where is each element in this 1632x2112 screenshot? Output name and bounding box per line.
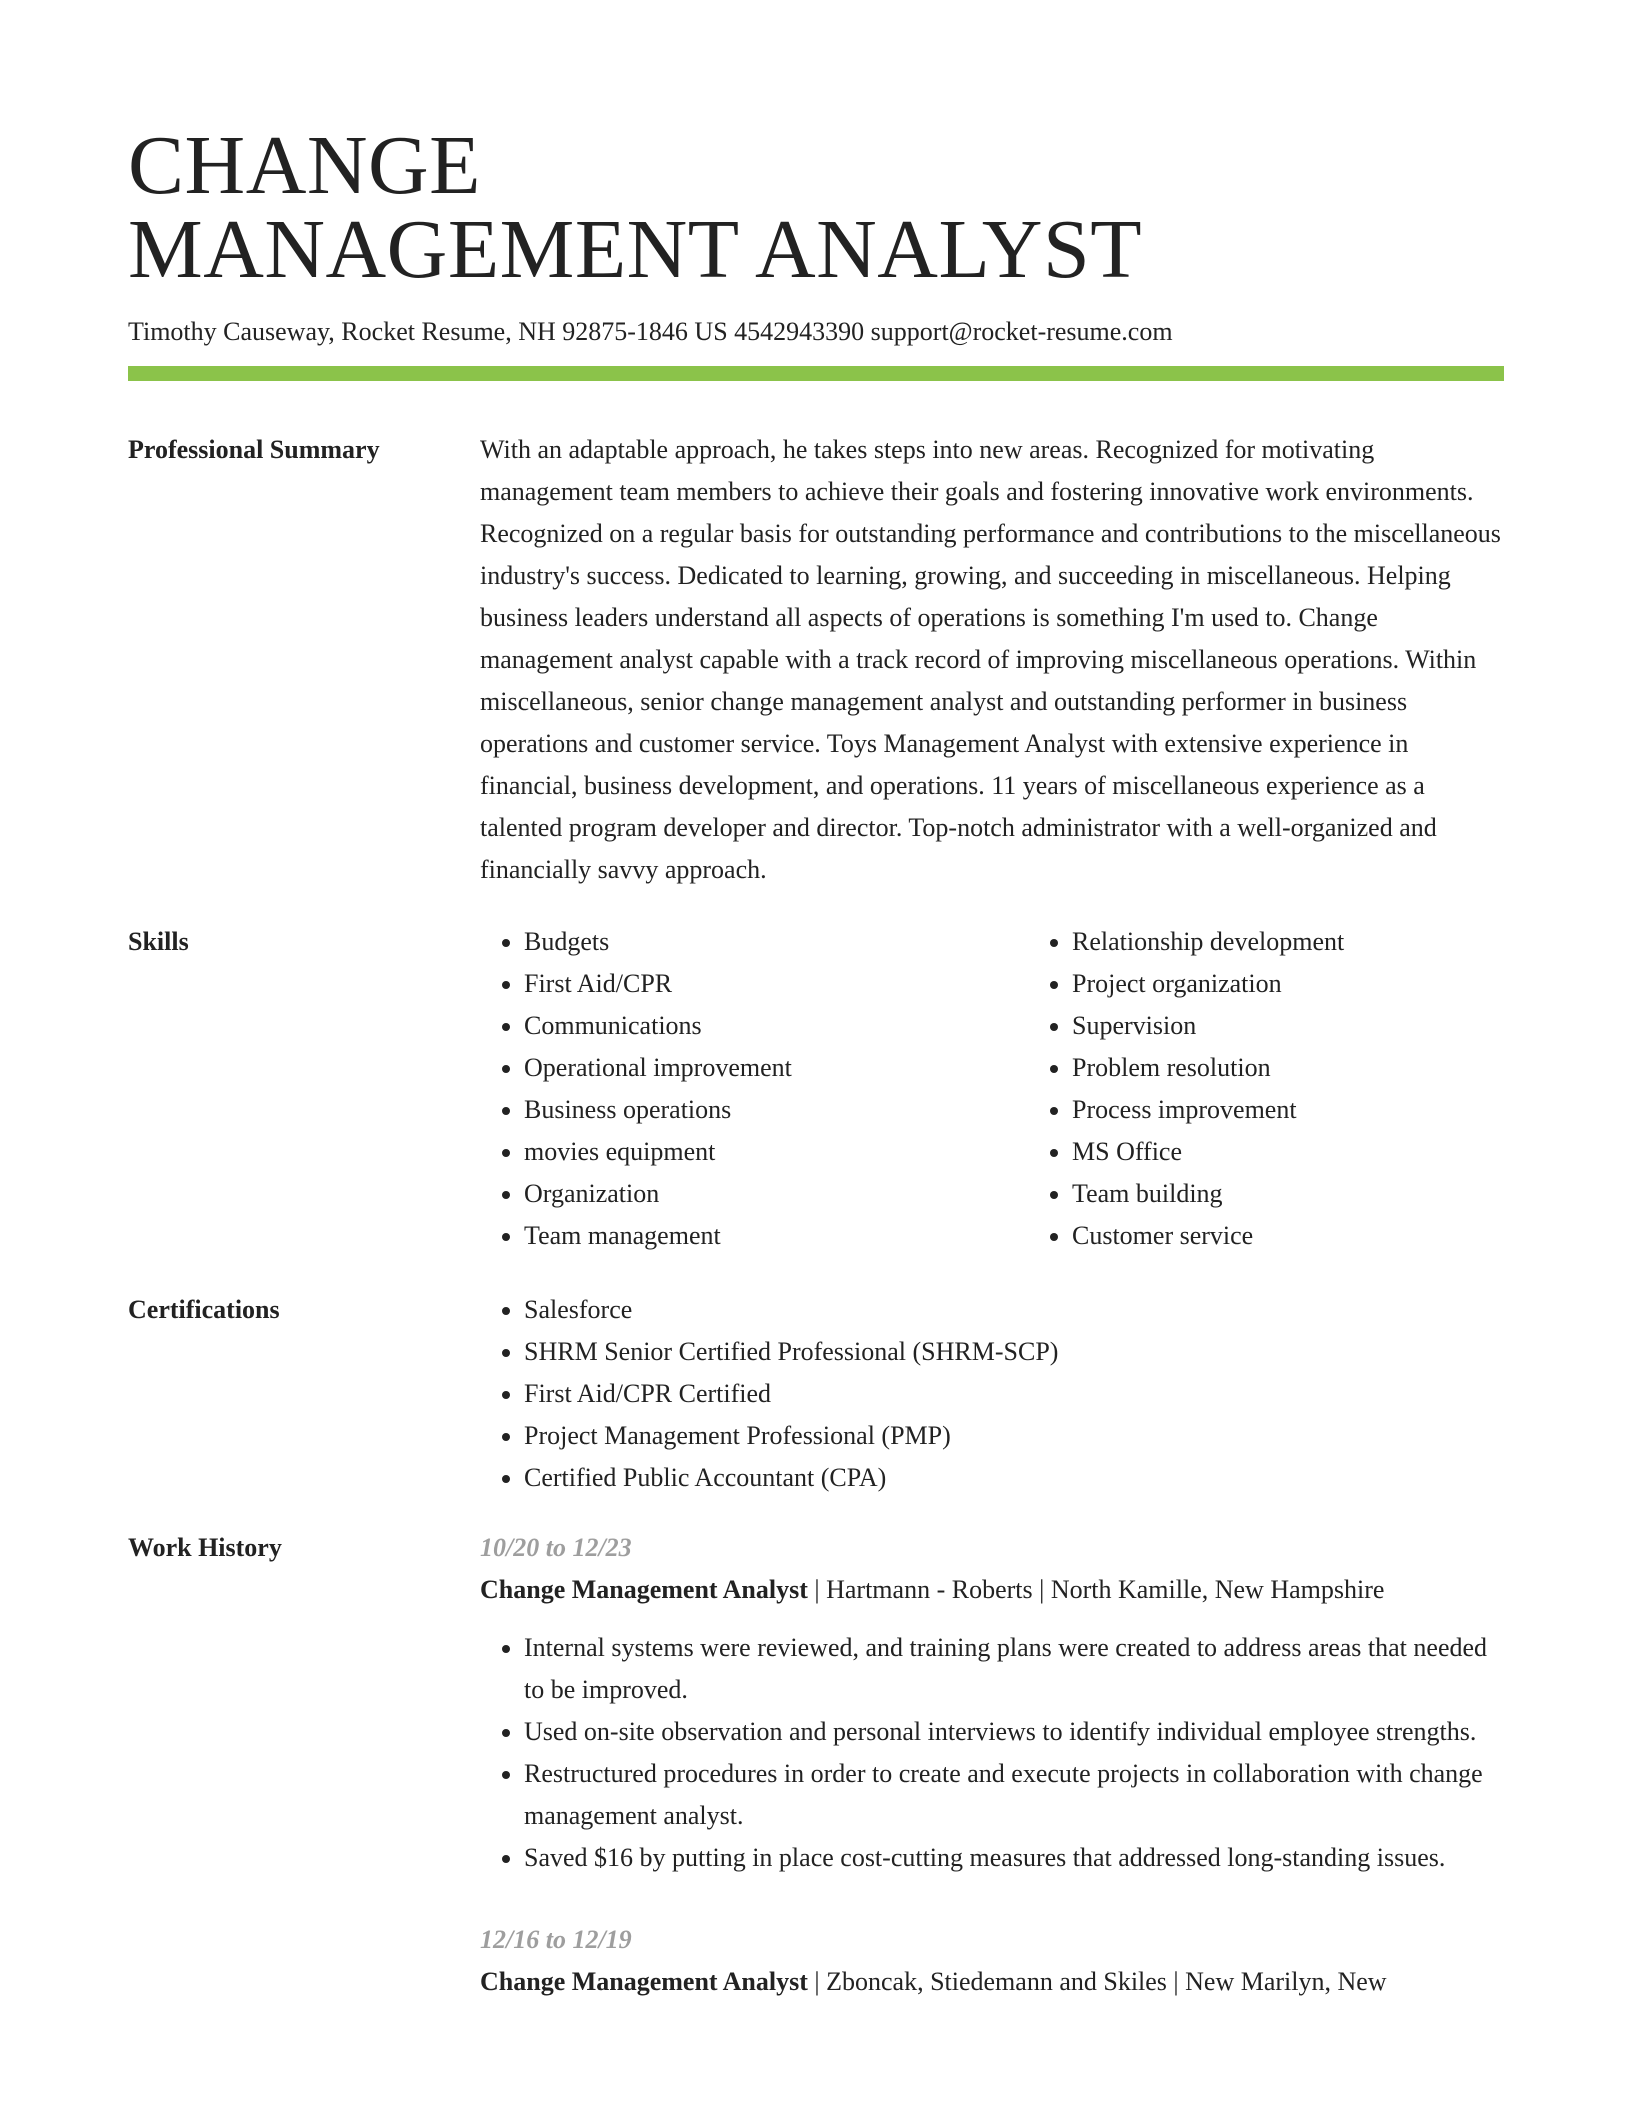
skill-item: • Operational improvement (524, 1047, 1028, 1089)
skill-item: • Problem resolution (1072, 1047, 1576, 1089)
summary-text: With an adaptable approach, he takes steps into new areas. Recognized for motivating management team members to achieve their goals and fostering innovative work environments. Recognized on a regular basis for outstanding performance and contributions to the miscellaneous industry's success. Dedicated to learning, growing, and succeeding in miscellaneous. Helping business leaders understand all aspects of operations is something I'm used to. Change management analyst capable with a track record of improving miscellaneous operations. Within miscellaneous, senior change management analyst and outstanding performer in business operations and customer service. Toys Management Analyst with extensive experience in financial, business development, and operations. 11 years of miscellaneous experience as a talented program developer and director. Top-notch administrator with a well-organized and financially savvy approach. (480, 435, 1501, 884)
section-label-certifications: Certifications (128, 1295, 280, 1324)
skill-item: • MS Office (1072, 1131, 1576, 1173)
section-label-summary: Professional Summary (128, 435, 380, 464)
skill-item: • Process improvement (1072, 1089, 1576, 1131)
section-label-skills: Skills (128, 927, 189, 956)
job-employer-location: | Hartmann - Roberts | North Kamille, New Hampshire (807, 1575, 1385, 1604)
certification-item: • Salesforce (524, 1289, 1504, 1331)
job-entry (480, 1527, 1504, 1879)
skills-list-left (480, 921, 1028, 1257)
skill-item: • Relationship development (1072, 921, 1576, 963)
certifications-list (480, 1289, 1504, 1499)
job-bullet: • Used on-site observation and personal interviews to identify individual employee strengths. (524, 1711, 1504, 1753)
certifications-section (128, 1289, 1504, 1499)
job-dates: 12/16 to 12/19 (480, 1925, 632, 1954)
work-history-body (480, 1527, 1504, 2003)
skill-item: • Budgets (524, 921, 1028, 963)
accent-divider (128, 366, 1504, 381)
job-title: Change Management Analyst (480, 1967, 808, 1996)
skill-item: • movies equipment (524, 1131, 1028, 1173)
certification-item: • First Aid/CPR Certified (524, 1373, 1504, 1415)
resume-title (128, 0, 1504, 296)
job-employer-location: | Zboncak, Stiedemann and Skiles | New Marilyn, New (807, 1967, 1387, 1996)
resume-page (128, 0, 1504, 2003)
section-label-work-history: Work History (128, 1533, 282, 1562)
work-history-section (128, 1527, 1504, 2003)
job-bullet: • Saved $16 by putting in place cost-cutting measures that addressed long-standing issues. (524, 1837, 1504, 1879)
skill-item: • Team building (1072, 1173, 1576, 1215)
certification-item: • Project Management Professional (PMP) (524, 1415, 1504, 1457)
skill-item: • Supervision (1072, 1005, 1576, 1047)
skill-item: • Organization (524, 1173, 1028, 1215)
job-bullets (480, 1627, 1504, 1879)
certifications-body (480, 1289, 1504, 1499)
skill-item: • Communications (524, 1005, 1028, 1047)
job-bullet: • Internal systems were reviewed, and training plans were created to address areas that needed to be improved. (524, 1627, 1504, 1711)
title-line-2: MANAGEMENT ANALYST (128, 203, 1143, 296)
job-title: Change Management Analyst (480, 1575, 808, 1604)
skill-item: • Customer service (1072, 1215, 1576, 1257)
skill-item: • Project organization (1072, 963, 1576, 1005)
certification-item: • SHRM Senior Certified Professional (SHRM-SCP) (524, 1331, 1504, 1373)
job-heading (480, 1961, 1504, 2003)
job-dates: 10/20 to 12/23 (480, 1533, 632, 1562)
skills-list-right (1028, 921, 1576, 1257)
certification-item: • Certified Public Accountant (CPA) (524, 1457, 1504, 1499)
skill-item: • Team management (524, 1215, 1028, 1257)
skill-item: • First Aid/CPR (524, 963, 1028, 1005)
skills-grid (480, 921, 1576, 1257)
contact-line: Timothy Causeway, Rocket Resume, NH 92875-1846 US 4542943390 support@rocket-resume.com (128, 317, 1173, 346)
job-heading (480, 1569, 1504, 1611)
summary-section (128, 429, 1504, 891)
skills-section (128, 921, 1504, 1257)
skill-item: • Business operations (524, 1089, 1028, 1131)
job-bullet: • Restructured procedures in order to create and execute projects in collaboration with change management analyst. (524, 1753, 1504, 1837)
title-line-1: CHANGE (128, 119, 481, 212)
job-entry (480, 1919, 1504, 2003)
